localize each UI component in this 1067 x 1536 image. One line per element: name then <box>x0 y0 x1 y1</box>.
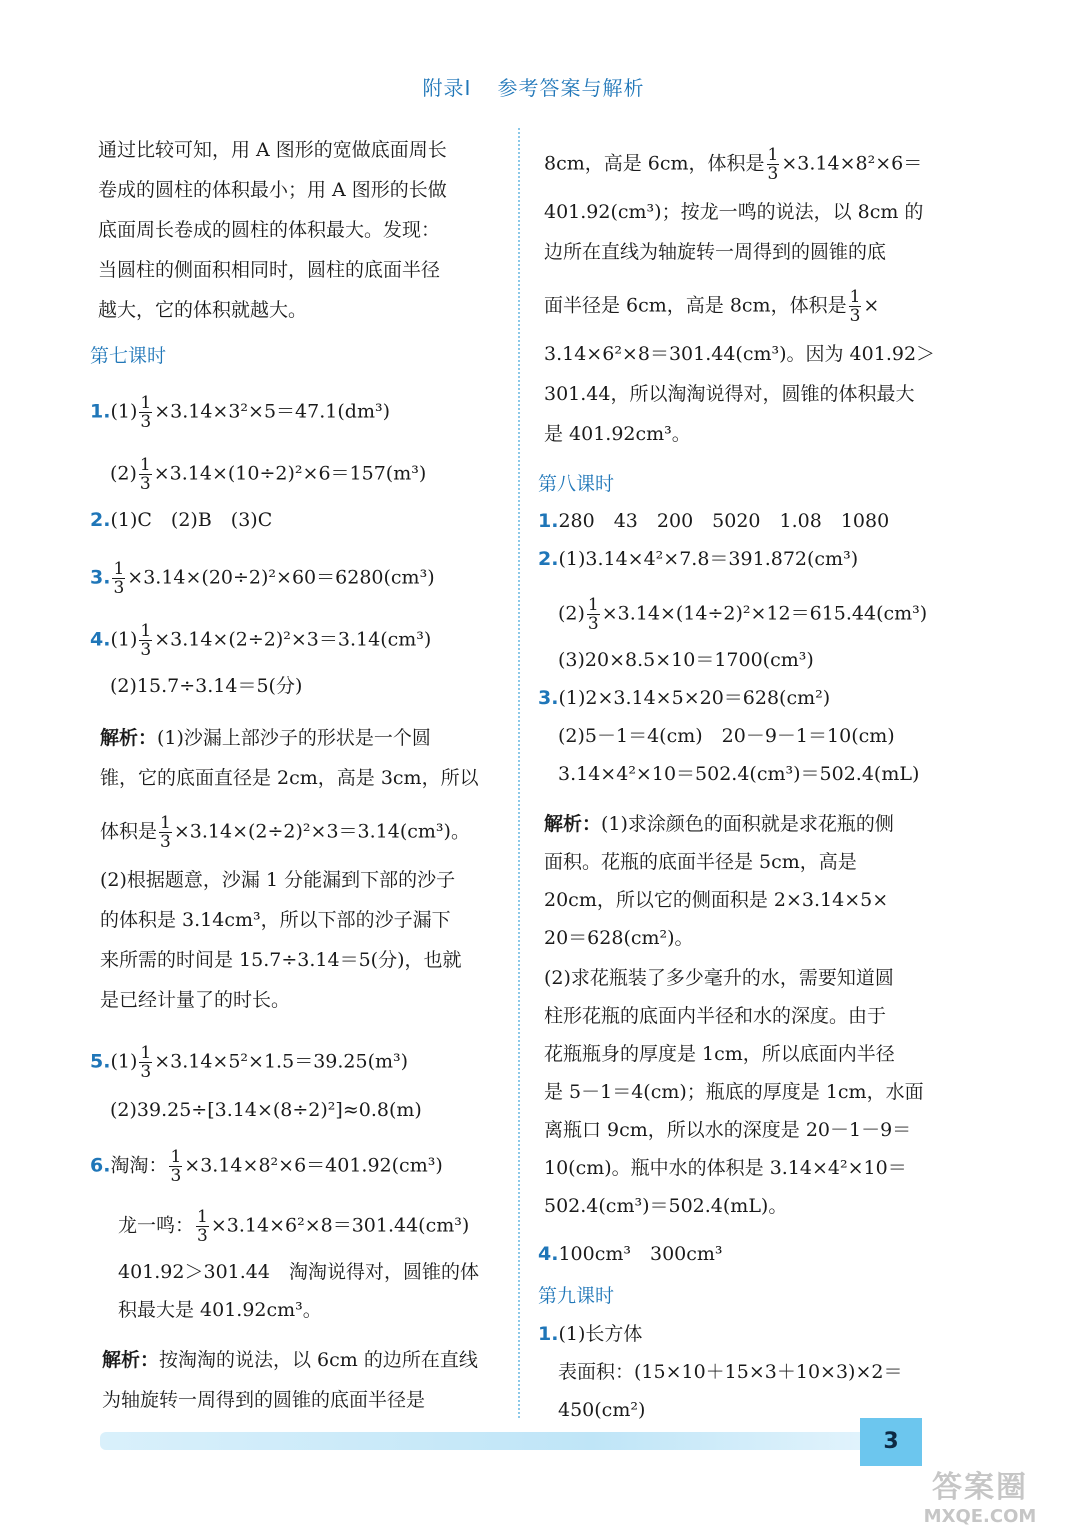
analysis-line: (2)根据题意，沙漏 1 分能漏到下部的沙子 <box>100 869 456 891</box>
continued-line: 8cm，高是 6cm，体积是 $\frac{1}{3}$ ×3.14×8²×6＝ <box>544 145 923 184</box>
analysis-line: (2)求花瓶装了多少毫升的水，需要知道圆 <box>544 967 894 989</box>
analysis-line: 的体积是 3.14cm³，所以下部的沙子漏下 <box>100 909 451 931</box>
analysis-line: 解析：按淘淘的说法，以 6cm 的边所在直线 <box>102 1349 478 1371</box>
analysis-line: 是 5－1＝4(cm)；瓶底的厚度是 1cm，水面 <box>544 1081 924 1103</box>
section-title-8: 第八课时 <box>538 473 615 495</box>
analysis-line: 502.4(cm³)＝502.4(mL)。 <box>544 1195 788 1217</box>
continued-line: 是 401.92cm³。 <box>544 423 691 445</box>
question-4: 4.(1) $\frac{1}{3}$ ×3.14×(2÷2)²×3＝3.14(cm³) <box>90 621 432 660</box>
question-3-b: (2)5－1＝4(cm) 20－9－1＝10(cm) <box>558 725 895 747</box>
fraction-one-third: $\frac{1}{3}$ <box>767 145 779 184</box>
analysis-line: 10(cm)。瓶中水的体积是 3.14×4²×10＝ <box>544 1157 907 1179</box>
fraction-one-third: $\frac{1}{3}$ <box>197 1207 208 1246</box>
analysis-line: 20＝628(cm²)。 <box>544 927 694 949</box>
question-2: 2.(1)C (2)B (3)C <box>90 509 273 531</box>
question-4-b: (2)15.7÷3.14＝5(分) <box>110 675 303 697</box>
question-1: 1.280 43 200 5020 1.08 1080 <box>538 510 890 532</box>
question-1: 1.(1) $\frac{1}{3}$ ×3.14×3²×5＝47.1(dm³) <box>90 393 390 432</box>
section-title-9: 第九课时 <box>538 1285 615 1307</box>
fraction-one-third: $\frac{1}{3}$ <box>587 595 599 634</box>
fraction-one-third: $\frac{1}{3}$ <box>140 1043 152 1082</box>
page-number: 3 <box>860 1418 922 1466</box>
question-1-b: 表面积：(15×10＋15×3＋10×3)×2＝ <box>558 1361 903 1383</box>
analysis-line: 为轴旋转一周得到的圆锥的底面半径是 <box>102 1389 426 1411</box>
fraction-one-third: $\frac{1}{3}$ <box>140 393 152 432</box>
continued-line: 401.92(cm³)；按龙一鸣的说法，以 8cm 的 <box>544 201 924 223</box>
analysis-line: 面积。花瓶的底面半径是 5cm，高是 <box>544 851 857 873</box>
question-6: 6.淘淘： $\frac{1}{3}$ ×3.14×8²×6＝401.92(cm³) <box>90 1147 443 1186</box>
question-4: 4.100cm³ 300cm³ <box>538 1243 723 1265</box>
question-5-b: (2)39.25÷[3.14×(8÷2)²]≈0.8(m) <box>110 1099 422 1121</box>
intro-line: 越大，它的体积就越大。 <box>98 299 308 321</box>
question-3: 3.(1)2×3.14×5×20＝628(cm²) <box>538 687 831 709</box>
continued-line: 301.44，所以淘淘说得对，圆锥的体积最大 <box>544 383 915 405</box>
intro-line: 当圆柱的侧面积相同时，圆柱的底面半径 <box>98 259 441 281</box>
header-title: 参考答案与解析 <box>497 76 645 100</box>
intro-line: 卷成的圆柱的体积最小；用 A 图形的长做 <box>98 179 447 201</box>
analysis-line: 柱形花瓶的底面内半径和水的深度。由于 <box>544 1005 887 1027</box>
analysis-line: 解析：(1)求涂颜色的面积就是求花瓶的侧 <box>544 813 894 835</box>
footer-band <box>100 1432 920 1450</box>
question-5: 5.(1) $\frac{1}{3}$ ×3.14×5²×1.5＝39.25(m³) <box>90 1043 409 1082</box>
fraction-one-third: $\frac{1}{3}$ <box>849 287 861 326</box>
question-2-b: (2) $\frac{1}{3}$ ×3.14×(14÷2)²×12＝615.44(cm³) <box>558 595 928 634</box>
fraction-one-third: $\frac{1}{3}$ <box>170 1147 182 1186</box>
analysis-line: 来所需的时间是 15.7÷3.14＝5(分)，也就 <box>100 949 462 971</box>
question-6-d: 积最大是 401.92cm³。 <box>118 1299 322 1321</box>
question-3: 3. $\frac{1}{3}$ ×3.14×(20÷2)²×60＝6280(cm³) <box>90 559 435 598</box>
header-appendix: 附录Ⅰ <box>422 76 472 100</box>
fraction-one-third: $\frac{1}{3}$ <box>113 559 125 598</box>
question-1-c: 450(cm²) <box>558 1399 646 1421</box>
column-divider <box>518 128 520 1418</box>
fraction-one-third: $\frac{1}{3}$ <box>160 813 171 852</box>
question-1: 1.(1)长方体 <box>538 1323 643 1345</box>
analysis-line: 锥，它的底面直径是 2cm，高是 3cm，所以 <box>100 767 479 789</box>
continued-line: 3.14×6²×8＝301.44(cm³)。因为 401.92＞ <box>544 343 936 365</box>
analysis-line: 20cm，所以它的侧面积是 2×3.14×5× <box>544 889 889 911</box>
analysis-line: 解析：(1)沙漏上部沙子的形状是一个圆 <box>100 727 431 749</box>
section-title-7: 第七课时 <box>90 345 167 367</box>
question-2: 2.(1)3.14×4²×7.8＝391.872(cm³) <box>538 548 859 570</box>
question-6-b: 龙一鸣： $\frac{1}{3}$ ×3.14×6²×8＝301.44(cm³) <box>118 1207 470 1246</box>
question-2-c: (3)20×8.5×10＝1700(cm³) <box>558 649 814 671</box>
fraction-one-third: $\frac{1}{3}$ <box>139 455 151 494</box>
question-3-c: 3.14×4²×10＝502.4(cm³)＝502.4(mL) <box>558 763 920 785</box>
watermark <box>900 1462 1060 1527</box>
page-header <box>0 72 1067 101</box>
question-6-c: 401.92＞301.44 淘淘说得对，圆锥的体 <box>118 1261 479 1283</box>
watermark-url: MXQE.COM <box>923 1506 1037 1527</box>
continued-line: 面半径是 6cm，高是 8cm，体积是 $\frac{1}{3}$ × <box>544 287 880 326</box>
watermark-text: 答案圈 <box>932 1470 1028 1505</box>
question-number: 1. <box>90 400 111 423</box>
analysis-line: 是已经计量了的时长。 <box>100 989 291 1011</box>
intro-line: 通过比较可知，用 A 图形的宽做底面周长 <box>98 139 447 161</box>
analysis-line: 离瓶口 9cm，所以水的深度是 20－1－9＝ <box>544 1119 912 1141</box>
analysis-line: 花瓶瓶身的厚度是 1cm，所以底面内半径 <box>544 1043 895 1065</box>
continued-line: 边所在直线为轴旋转一周得到的圆锥的底 <box>544 241 887 263</box>
intro-line: 底面周长卷成的圆柱的体积最大。发现： <box>98 219 441 241</box>
fraction-one-third: $\frac{1}{3}$ <box>140 621 152 660</box>
analysis-line: 体积是 $\frac{1}{3}$ ×3.14×(2÷2)²×3＝3.14(cm³)。 <box>100 813 470 852</box>
question-1-b: (2) $\frac{1}{3}$ ×3.14×(10÷2)²×6＝157(m³) <box>110 455 427 494</box>
